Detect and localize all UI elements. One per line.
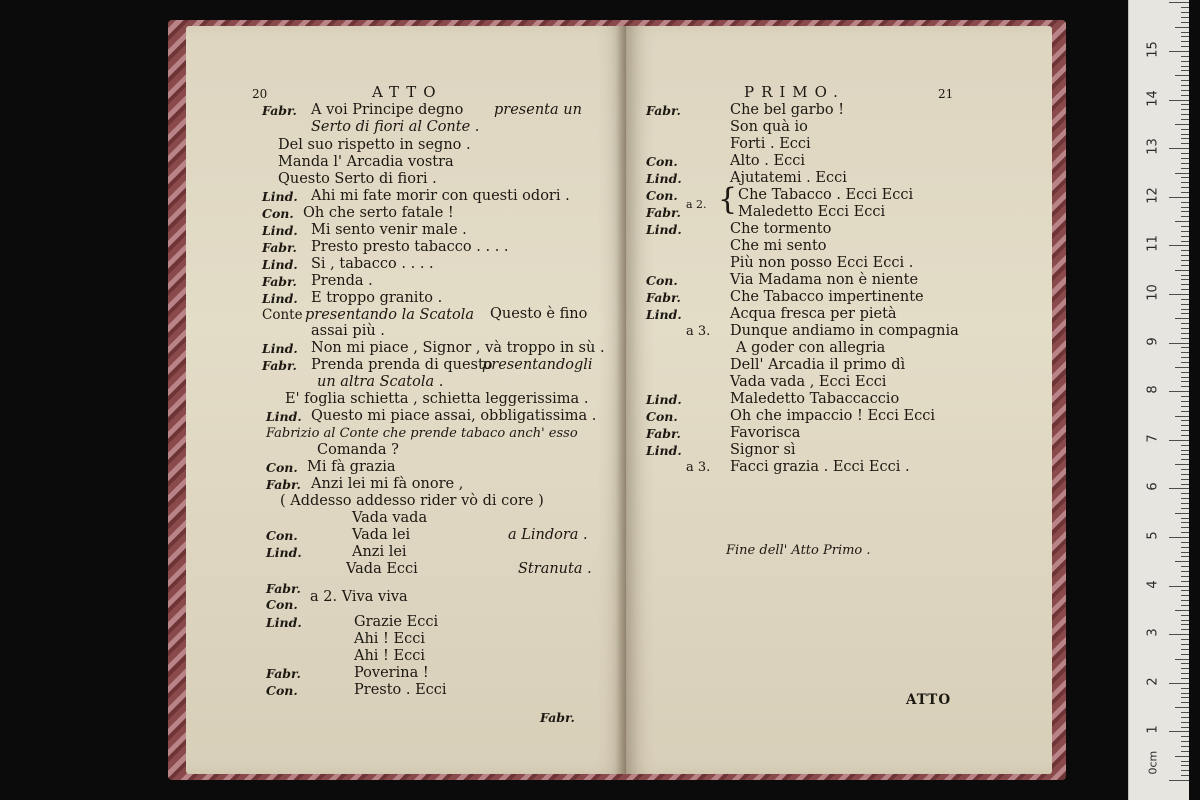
ruler-label: 7 <box>1145 434 1161 443</box>
ruler-tick <box>1181 746 1189 747</box>
ruler-tick <box>1181 629 1189 630</box>
ruler-tick <box>1181 255 1189 256</box>
speaker: Lind. <box>646 392 682 407</box>
verse: Presto presto tabacco . . . . <box>311 239 509 255</box>
speaker: Lind. <box>646 443 682 458</box>
verse: Vada Ecci <box>346 561 418 577</box>
ruler-tick <box>1181 668 1189 669</box>
ruler-tick <box>1181 260 1189 261</box>
verse: Forti . Ecci <box>730 136 811 152</box>
speaker: Fabr. <box>262 274 297 289</box>
ruler-tick <box>1181 605 1189 606</box>
ruler-tick <box>1169 197 1189 198</box>
ruler-tick <box>1181 566 1189 567</box>
ruler-tick <box>1169 294 1189 295</box>
ruler-tick <box>1181 644 1189 645</box>
verse: Si , tabacco . . . . <box>311 256 434 272</box>
ruler-tick <box>1181 678 1189 679</box>
verse: Oh che serto fatale ! <box>303 205 454 221</box>
page-number: 21 <box>938 87 954 101</box>
ruler-tick <box>1181 192 1189 193</box>
ruler-tick <box>1181 775 1189 776</box>
ruler-tick <box>1169 343 1189 344</box>
ruler-tick <box>1181 177 1189 178</box>
ruler-tick <box>1181 576 1189 577</box>
ruler-tick <box>1181 493 1189 494</box>
ruler-tick <box>1181 56 1189 57</box>
ruler-tick <box>1181 338 1189 339</box>
ruler-tick <box>1181 104 1189 105</box>
ruler-tick <box>1181 518 1189 519</box>
ruler-tick <box>1181 527 1189 528</box>
ruler-tick <box>1181 381 1189 382</box>
ruler-tick <box>1181 70 1189 71</box>
verse: Dell' Arcadia il primo dì <box>730 357 906 373</box>
ruler-tick <box>1175 659 1189 660</box>
ruler-tick <box>1181 352 1189 353</box>
left-page <box>186 26 626 774</box>
ruler-tick <box>1181 187 1189 188</box>
ruler-tick <box>1169 391 1189 392</box>
ruler-tick <box>1175 75 1189 76</box>
verse: Vada vada <box>352 510 428 526</box>
verse: A goder con allegria <box>736 340 886 356</box>
ruler-tick <box>1181 333 1189 334</box>
ruler-tick <box>1181 620 1189 621</box>
ruler-tick <box>1169 537 1189 538</box>
ruler-tick <box>1175 513 1189 514</box>
ruler-tick <box>1175 270 1189 271</box>
ruler-tick <box>1181 90 1189 91</box>
ruler-label: 14 <box>1145 89 1161 107</box>
verse: Acqua fresca per pietà <box>730 306 897 322</box>
stage-direction: Stranuta . <box>518 561 592 577</box>
ruler-label: 4 <box>1145 579 1161 589</box>
ruler-tick <box>1181 377 1189 378</box>
ruler-tick <box>1181 498 1189 499</box>
speaker: Fabr. <box>262 358 297 373</box>
verse: Vada lei <box>352 527 411 543</box>
ruler-tick <box>1181 372 1189 373</box>
ruler-tick <box>1181 66 1189 67</box>
speaker: a 3. <box>686 460 711 475</box>
verse: Prenda . <box>311 273 373 289</box>
ruler-label: 13 <box>1145 138 1161 155</box>
ruler-tick <box>1181 32 1189 33</box>
speaker: Lind. <box>262 223 298 238</box>
speaker: Fabr. <box>646 103 681 118</box>
ruler-tick <box>1181 279 1189 280</box>
ruler-tick <box>1181 202 1189 203</box>
ruler-tick <box>1181 22 1189 23</box>
ruler-tick <box>1181 304 1189 305</box>
catchword: ATTO <box>906 692 952 708</box>
ruler-tick <box>1181 158 1189 159</box>
ruler-tick <box>1181 454 1189 455</box>
ruler-tick <box>1181 459 1189 460</box>
ruler-tick <box>1181 275 1189 276</box>
ruler-label: 2 <box>1145 677 1161 686</box>
ruler-tick <box>1181 697 1189 698</box>
ruler-tick <box>1181 284 1189 285</box>
ruler-tick <box>1181 236 1189 237</box>
ruler-tick <box>1175 610 1189 611</box>
verse: Manda l' Arcadia vostra <box>278 154 454 170</box>
ruler-tick <box>1181 12 1189 13</box>
verse: Maledetto Tabaccaccio <box>730 391 900 407</box>
ruler-tick <box>1169 2 1189 3</box>
ruler-tick <box>1181 615 1189 616</box>
ruler-tick <box>1181 153 1189 154</box>
ruler-label: 0cm <box>1146 750 1160 775</box>
ruler-tick <box>1181 736 1189 737</box>
speaker: Fabr. <box>262 103 297 118</box>
speaker: Fabr. <box>646 205 681 220</box>
stage-direction: a Lindora . <box>508 527 588 543</box>
speaker: Lind. <box>262 341 298 356</box>
ruler-tick <box>1181 114 1189 115</box>
verse: a 2. Viva viva <box>310 589 408 605</box>
ruler-label: 1 <box>1145 725 1161 735</box>
stage-direction: Serto di fiori al Conte . <box>311 119 480 135</box>
ruler-tick <box>1175 27 1189 28</box>
speaker: Con. <box>266 460 298 475</box>
ruler-tick <box>1169 683 1189 684</box>
ruler-tick <box>1169 440 1189 441</box>
ruler-tick <box>1181 396 1189 397</box>
ruler-tick <box>1175 367 1189 368</box>
verse: Questo Serto di fiori . <box>278 171 437 187</box>
ruler-label: 6 <box>1145 482 1161 492</box>
verse: Poverina ! <box>354 665 429 681</box>
a2-marker: a 2. <box>686 198 707 211</box>
ruler-tick <box>1181 761 1189 762</box>
ruler-tick <box>1181 702 1189 703</box>
speaker: Lind. <box>262 189 298 204</box>
speaker: Lind. <box>646 222 682 237</box>
ruler-tick <box>1175 318 1189 319</box>
ruler-tick <box>1181 522 1189 523</box>
ruler-tick <box>1181 309 1189 310</box>
ruler-tick <box>1181 357 1189 358</box>
verse: Anzi lei mi fà onore , <box>311 476 464 492</box>
ruler-tick <box>1181 508 1189 509</box>
speaker: Lind. <box>262 257 298 272</box>
speaker: Fabr. <box>266 477 301 492</box>
ruler-tick <box>1181 80 1189 81</box>
ruler-label: 12 <box>1145 187 1161 204</box>
ruler-tick <box>1181 289 1189 290</box>
ruler-tick <box>1181 581 1189 582</box>
ruler-tick <box>1181 547 1189 548</box>
ruler-tick <box>1181 386 1189 387</box>
ruler-tick <box>1181 556 1189 557</box>
ruler-tick <box>1181 250 1189 251</box>
verse: Mi sento venir male . <box>311 222 467 238</box>
ruler-tick <box>1181 61 1189 62</box>
verse: Vada vada , Ecci Ecci <box>730 374 887 390</box>
ruler-tick <box>1181 7 1189 8</box>
ruler-tick <box>1175 561 1189 562</box>
stage-direction: presenta un <box>494 102 582 118</box>
verse: Prenda prenda di questo <box>311 357 493 373</box>
measuring-ruler <box>1128 0 1189 800</box>
ruler-tick <box>1181 503 1189 504</box>
ruler-tick <box>1175 221 1189 222</box>
ruler-tick <box>1181 323 1189 324</box>
speaker: Con. <box>646 154 678 169</box>
ruler-tick <box>1181 712 1189 713</box>
verse: E' foglia schietta , schietta leggerissima . <box>285 391 589 407</box>
speaker: Con. <box>266 597 298 612</box>
ruler-tick <box>1181 435 1189 436</box>
verse: Ajutatemi . Ecci <box>730 170 847 186</box>
ruler-tick <box>1181 328 1189 329</box>
ruler-tick <box>1181 590 1189 591</box>
ruler-tick <box>1181 479 1189 480</box>
speaker: Conte <box>262 307 303 323</box>
ruler-tick <box>1169 148 1189 149</box>
ruler-tick <box>1181 241 1189 242</box>
verse: Che Tabacco impertinente <box>730 289 924 305</box>
ruler-tick <box>1169 100 1189 101</box>
ruler-tick <box>1181 216 1189 217</box>
verse: Che bel garbo ! <box>730 102 845 118</box>
ruler-tick <box>1181 751 1189 752</box>
verse: Via Madama non è niente <box>730 272 919 288</box>
ruler-tick <box>1181 129 1189 130</box>
ruler-tick <box>1169 586 1189 587</box>
ruler-tick <box>1181 542 1189 543</box>
speaker: Lind. <box>262 291 298 306</box>
ruler-tick <box>1181 119 1189 120</box>
ruler-tick <box>1181 406 1189 407</box>
verse: Mi fà grazia <box>307 459 396 475</box>
ruler-tick <box>1175 707 1189 708</box>
ruler-tick <box>1181 299 1189 300</box>
verse: Dunque andiamo in compagnia <box>730 323 959 339</box>
speaker: Lind. <box>646 171 682 186</box>
verse: Maledetto Ecci Ecci <box>738 204 886 220</box>
page-header: ATTO <box>372 83 443 101</box>
verse: A voi Principe degno <box>311 102 464 118</box>
ruler-label: 3 <box>1145 628 1161 637</box>
ruler-tick <box>1181 430 1189 431</box>
ruler-tick <box>1181 143 1189 144</box>
speaker: Lind. <box>266 615 302 630</box>
ruler-tick <box>1181 474 1189 475</box>
speaker: Fabr. <box>646 290 681 305</box>
ruler-tick <box>1181 46 1189 47</box>
verse: ( Addesso addesso rider vò di core ) <box>280 493 544 509</box>
ruler-tick <box>1181 450 1189 451</box>
ruler-tick <box>1181 600 1189 601</box>
verse: Anzi lei <box>352 544 407 560</box>
ruler-tick <box>1175 124 1189 125</box>
ruler-tick <box>1181 722 1189 723</box>
ruler-tick <box>1181 182 1189 183</box>
verse: Più non posso Ecci Ecci . <box>730 255 914 271</box>
ruler-tick <box>1175 416 1189 417</box>
ruler-tick <box>1181 445 1189 446</box>
stage-direction: un altra Scatola . <box>317 374 444 390</box>
verse: Che tormento <box>730 221 832 237</box>
ruler-tick <box>1181 36 1189 37</box>
stage-direction: Fabrizio al Conte che prende tabaco anch' esso <box>266 426 578 441</box>
ruler-tick <box>1181 469 1189 470</box>
verse: Comanda ? <box>317 442 399 458</box>
ruler-tick <box>1181 85 1189 86</box>
ruler-tick <box>1181 134 1189 135</box>
ruler-tick <box>1169 634 1189 635</box>
ruler-tick <box>1175 756 1189 757</box>
ruler-tick <box>1181 532 1189 533</box>
verse: Signor sì <box>730 442 796 458</box>
ruler-tick <box>1181 688 1189 689</box>
ruler-tick <box>1181 727 1189 728</box>
ruler-tick <box>1181 425 1189 426</box>
verse: Favorisca <box>730 425 801 441</box>
verse: Grazie Ecci <box>354 614 439 630</box>
ruler-label: 9 <box>1145 336 1161 346</box>
ruler-tick <box>1181 41 1189 42</box>
ruler-tick <box>1181 109 1189 110</box>
verse: Questo mi piace assai, obbligatissima . <box>311 408 597 424</box>
ruler-tick <box>1181 138 1189 139</box>
stage-direction: presentandogli <box>482 357 593 373</box>
ruler-tick <box>1181 741 1189 742</box>
end-of-act-note: Fine dell' Atto Primo . <box>726 543 871 558</box>
page-number: 20 <box>252 87 268 101</box>
ruler-tick <box>1169 488 1189 489</box>
ruler-tick <box>1181 95 1189 96</box>
verse: Che Tabacco . Ecci Ecci <box>738 187 914 203</box>
ruler-tick <box>1169 51 1189 52</box>
ruler-tick <box>1181 211 1189 212</box>
ruler-tick <box>1181 717 1189 718</box>
ruler-tick <box>1181 265 1189 266</box>
speaker: Lind. <box>646 307 682 322</box>
catchword: Fabr. <box>540 710 575 725</box>
verse: Del suo rispetto in segno . <box>278 137 471 153</box>
ruler-label: 10 <box>1145 284 1161 301</box>
verse: Facci grazia . Ecci Ecci . <box>730 459 910 475</box>
ruler-tick <box>1181 401 1189 402</box>
ruler-tick <box>1181 420 1189 421</box>
ruler-tick <box>1169 731 1189 732</box>
speaker: Con. <box>266 528 298 543</box>
speaker: a 3. <box>686 324 711 339</box>
speaker: Con. <box>266 683 298 698</box>
speaker: Con. <box>262 206 294 221</box>
verse: Ahi ! Ecci <box>354 648 425 664</box>
brace-icon: { <box>718 182 738 217</box>
speaker: Fabr. <box>646 426 681 441</box>
ruler-tick <box>1181 17 1189 18</box>
ruler-label: 15 <box>1145 41 1161 58</box>
right-page <box>626 26 1052 774</box>
ruler-tick <box>1181 231 1189 232</box>
ruler-label: 8 <box>1145 385 1161 394</box>
ruler-tick <box>1181 639 1189 640</box>
ruler-label: 5 <box>1145 531 1161 540</box>
ruler-tick <box>1181 411 1189 412</box>
ruler-tick <box>1181 571 1189 572</box>
speaker: Fabr. <box>266 666 301 681</box>
verse: Son quà io <box>730 119 808 135</box>
ruler-tick <box>1181 552 1189 553</box>
verse: Presto . Ecci <box>354 682 447 698</box>
ruler-tick <box>1181 663 1189 664</box>
ruler-tick <box>1181 693 1189 694</box>
ruler-tick <box>1181 624 1189 625</box>
ruler-tick <box>1181 654 1189 655</box>
verse: Ahi ! Ecci <box>354 631 425 647</box>
speaker: Lind. <box>266 545 302 560</box>
ruler-tick <box>1181 362 1189 363</box>
verse: Oh che impaccio ! Ecci Ecci <box>730 408 935 424</box>
ruler-tick <box>1181 484 1189 485</box>
ruler-tick <box>1181 168 1189 169</box>
verse: Ahi mi fate morir con questi odori . <box>311 188 570 204</box>
speaker: Con. <box>646 273 678 288</box>
stage-direction: presentando la Scatola <box>305 307 475 323</box>
verse: Questo è fino <box>490 306 588 322</box>
verse: assai più . <box>311 323 385 339</box>
speaker: Fabr. <box>262 240 297 255</box>
ruler-tick <box>1181 595 1189 596</box>
verse: Che mi sento <box>730 238 827 254</box>
ruler-tick <box>1181 207 1189 208</box>
ruler-tick <box>1181 163 1189 164</box>
ruler-label: 11 <box>1145 235 1161 253</box>
ruler-tick <box>1175 173 1189 174</box>
speaker: Fabr. <box>266 581 301 596</box>
verse: Non mi piace , Signor , và troppo in sù . <box>311 340 605 356</box>
ruler-tick <box>1181 649 1189 650</box>
ruler-tick <box>1175 464 1189 465</box>
speaker: Con. <box>646 409 678 424</box>
speaker: Lind. <box>266 409 302 424</box>
verse: E troppo granito . <box>311 290 443 306</box>
ruler-tick <box>1181 347 1189 348</box>
ruler-tick <box>1169 780 1189 781</box>
ruler-tick <box>1181 313 1189 314</box>
ruler-tick <box>1181 673 1189 674</box>
page-header: PRIMO. <box>744 83 845 101</box>
speaker: Con. <box>646 188 678 203</box>
ruler-tick <box>1181 765 1189 766</box>
verse: Alto . Ecci <box>730 153 805 169</box>
ruler-tick <box>1169 245 1189 246</box>
ruler-tick <box>1181 226 1189 227</box>
ruler-tick <box>1181 770 1189 771</box>
